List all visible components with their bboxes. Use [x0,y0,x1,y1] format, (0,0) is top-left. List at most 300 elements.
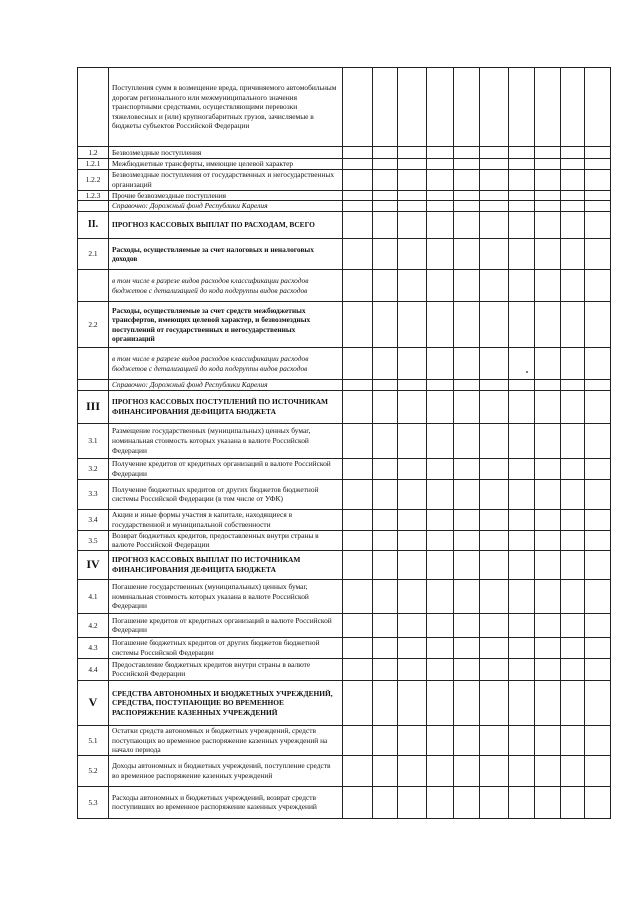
value-cell [561,212,585,239]
value-cell [509,479,535,509]
value-cell [454,201,480,212]
value-cell [480,212,509,239]
value-cell [585,550,611,579]
value-cell [343,169,373,190]
value-cell [480,348,509,380]
value-cell [480,725,509,755]
value-cell [509,302,535,348]
value-cell [585,658,611,680]
row-label: в том числе в разрезе видов расходов классификации расходов бюджетов с детализацией до кода подгруппы видов расходов [109,348,343,380]
table-row [78,530,611,550]
value-cell [373,509,398,530]
value-cell [373,390,398,423]
value-cell [585,147,611,159]
value-cell [561,613,585,637]
row-number: 3.2 [78,458,109,479]
value-cell [509,637,535,658]
value-cell [343,270,373,302]
value-cell [454,380,480,391]
value-cell [373,755,398,786]
value-cell [561,458,585,479]
value-cell [398,348,427,380]
value-cell [535,239,561,270]
value-cell [561,169,585,190]
value-cell [398,613,427,637]
value-cell [427,239,454,270]
value-cell [535,190,561,201]
value-cell [585,390,611,423]
value-cell [585,637,611,658]
value-cell [398,479,427,509]
value-cell [373,169,398,190]
row-number: IV [78,550,109,579]
value-cell [509,725,535,755]
value-cell [480,239,509,270]
value-cell [535,68,561,147]
value-cell [454,613,480,637]
value-cell [561,348,585,380]
row-number: V [78,680,109,725]
row-label: в том числе в разрезе видов расходов классификации расходов бюджетов с детализацией до кода подгруппы видов расходов [109,270,343,302]
value-cell [427,423,454,458]
value-cell [343,390,373,423]
value-cell [509,786,535,818]
value-cell [535,201,561,212]
value-cell [373,270,398,302]
row-label: Предоставление бюджетных кредитов внутри страны в валюте Российской Федерации [109,658,343,680]
value-cell [398,169,427,190]
value-cell [343,509,373,530]
table-row [78,423,611,458]
value-cell [373,680,398,725]
value-cell [585,348,611,380]
value-cell [454,509,480,530]
table-body [78,68,611,819]
row-number [78,380,109,391]
value-cell [427,201,454,212]
value-cell [561,530,585,550]
value-cell [343,239,373,270]
value-cell [343,458,373,479]
value-cell [480,270,509,302]
value-cell [343,159,373,170]
value-cell [561,755,585,786]
row-number: 1.2.3 [78,190,109,201]
row-number: 3.5 [78,530,109,550]
scan-speck [526,371,528,373]
value-cell [585,201,611,212]
table-row [78,637,611,658]
row-label: ПРОГНОЗ КАССОВЫХ ВЫПЛАТ ПО ИСТОЧНИКАМ ФИНАНСИРОВАНИЯ ДЕФИЦИТА БЮДЖЕТА [109,550,343,579]
value-cell [561,68,585,147]
value-cell [480,458,509,479]
value-cell [535,530,561,550]
row-number: 4.1 [78,579,109,613]
row-label: Остатки средств автономных и бюджетных учреждений, средств поступающих во временное распоряжение казенных учреждений на начало периода [109,725,343,755]
value-cell [373,348,398,380]
row-label: Поступления сумм в возмещение вреда, причиняемого автомобильным дорогам регионального или межмуниципального значения транспортными средствами, осуществляющими перевозки тяжеловесных и (или) крупногабаритных грузов, зачисляемые в бюджеты субъектов Российской Федерации [109,68,343,147]
value-cell [343,755,373,786]
value-cell [343,479,373,509]
value-cell [561,302,585,348]
value-cell [398,147,427,159]
value-cell [509,147,535,159]
value-cell [535,302,561,348]
value-cell [535,270,561,302]
row-label: Межбюджетные трансферты, имеющие целевой характер [109,159,343,170]
value-cell [509,159,535,170]
value-cell [427,458,454,479]
value-cell [373,380,398,391]
value-cell [535,637,561,658]
value-cell [427,479,454,509]
row-label: Расходы, осуществляемые за счет средств межбюджетных трансфертов, имеющих целевой характер, и безвозмездных поступлений от государственных и негосударственных организаций [109,302,343,348]
value-cell [454,348,480,380]
value-cell [398,68,427,147]
value-cell [454,755,480,786]
value-cell [454,458,480,479]
value-cell [343,637,373,658]
value-cell [398,423,427,458]
value-cell [373,637,398,658]
value-cell [398,509,427,530]
value-cell [398,680,427,725]
row-label: Акции и иные формы участия в капитале, находящиеся в государственной и муниципальной собственности [109,509,343,530]
value-cell [561,479,585,509]
value-cell [427,380,454,391]
table-row [78,579,611,613]
value-cell [398,239,427,270]
row-number: 2.2 [78,302,109,348]
row-label: СРЕДСТВА АВТОНОМНЫХ И БЮДЖЕТНЫХ УЧРЕЖДЕНИЙ, СРЕДСТВА, ПОСТУПАЮЩИЕ ВО ВРЕМЕННОЕ РАСПОРЯЖЕНИЕ КАЗЕННЫХ УЧРЕЖДЕНИЙ [109,680,343,725]
value-cell [561,658,585,680]
row-number [78,201,109,212]
value-cell [343,302,373,348]
value-cell [343,725,373,755]
row-number: 4.2 [78,613,109,637]
value-cell [509,458,535,479]
value-cell [343,658,373,680]
value-cell [509,680,535,725]
value-cell [585,190,611,201]
value-cell [454,423,480,458]
value-cell [398,212,427,239]
value-cell [343,680,373,725]
value-cell [509,530,535,550]
value-cell [509,270,535,302]
value-cell [427,68,454,147]
value-cell [454,147,480,159]
value-cell [398,786,427,818]
value-cell [427,147,454,159]
value-cell [398,159,427,170]
value-cell [480,509,509,530]
row-label: Получение бюджетных кредитов от других бюджетов бюджетной системы Российской Федерации (в том числе от УФК) [109,479,343,509]
value-cell [454,239,480,270]
value-cell [454,637,480,658]
value-cell [585,755,611,786]
value-cell [398,725,427,755]
value-cell [535,169,561,190]
value-cell [509,239,535,270]
value-cell [373,212,398,239]
value-cell [427,658,454,680]
value-cell [535,423,561,458]
value-cell [427,509,454,530]
value-cell [509,613,535,637]
value-cell [373,579,398,613]
value-cell [480,380,509,391]
row-number: 2.1 [78,239,109,270]
row-number: 5.2 [78,755,109,786]
row-number: 1.2 [78,147,109,159]
value-cell [427,270,454,302]
table-row [78,302,611,348]
value-cell [454,212,480,239]
value-cell [480,613,509,637]
value-cell [509,658,535,680]
value-cell [585,680,611,725]
table-row [78,159,611,170]
value-cell [398,302,427,348]
value-cell [585,169,611,190]
value-cell [427,637,454,658]
value-cell [480,302,509,348]
value-cell [535,786,561,818]
value-cell [398,579,427,613]
value-cell [398,658,427,680]
value-cell [427,390,454,423]
value-cell [373,147,398,159]
value-cell [398,190,427,201]
value-cell [343,348,373,380]
value-cell [398,380,427,391]
value-cell [454,302,480,348]
value-cell [343,786,373,818]
value-cell [454,159,480,170]
value-cell [373,302,398,348]
row-label: Доходы автономных и бюджетных учреждений, поступление средств во временное распоряжение казенных учреждений [109,755,343,786]
value-cell [535,509,561,530]
value-cell [343,423,373,458]
value-cell [480,755,509,786]
row-label: Справочно: Дорожный фонд Республики Карелия [109,380,343,391]
row-number [78,68,109,147]
value-cell [561,390,585,423]
value-cell [454,190,480,201]
table-row [78,147,611,159]
table-row [78,479,611,509]
value-cell [509,550,535,579]
value-cell [480,169,509,190]
value-cell [373,550,398,579]
value-cell [535,212,561,239]
value-cell [343,550,373,579]
row-number [78,348,109,380]
value-cell [398,755,427,786]
value-cell [585,725,611,755]
value-cell [585,380,611,391]
row-label: ПРОГНОЗ КАССОВЫХ ВЫПЛАТ ПО РАСХОДАМ, ВСЕГО [109,212,343,239]
table-row [78,212,611,239]
value-cell [454,658,480,680]
value-cell [454,530,480,550]
value-cell [398,550,427,579]
value-cell [585,786,611,818]
value-cell [454,68,480,147]
value-cell [509,190,535,201]
value-cell [561,786,585,818]
value-cell [427,755,454,786]
table-row [78,613,611,637]
row-label: Безвозмездные поступления [109,147,343,159]
value-cell [480,390,509,423]
value-cell [535,579,561,613]
value-cell [585,68,611,147]
value-cell [427,680,454,725]
value-cell [373,423,398,458]
value-cell [535,680,561,725]
table-row [78,169,611,190]
table-row [78,458,611,479]
value-cell [585,458,611,479]
table-row [78,725,611,755]
value-cell [585,423,611,458]
value-cell [480,637,509,658]
value-cell [343,201,373,212]
value-cell [585,613,611,637]
value-cell [535,159,561,170]
value-cell [509,68,535,147]
value-cell [373,786,398,818]
table-row [78,348,611,380]
value-cell [535,613,561,637]
row-number [78,270,109,302]
table-row [78,201,611,212]
table-row [78,786,611,818]
value-cell [427,786,454,818]
value-cell [561,423,585,458]
row-label: Справочно: Дорожный фонд Республики Карелия [109,201,343,212]
value-cell [480,190,509,201]
value-cell [535,725,561,755]
value-cell [343,380,373,391]
value-cell [427,725,454,755]
row-label: Прочие безвозмездные поступления [109,190,343,201]
value-cell [480,423,509,458]
row-number: 1.2.2 [78,169,109,190]
value-cell [427,348,454,380]
value-cell [398,637,427,658]
value-cell [561,550,585,579]
value-cell [561,159,585,170]
value-cell [373,658,398,680]
table-row [78,755,611,786]
value-cell [343,190,373,201]
value-cell [561,637,585,658]
value-cell [480,201,509,212]
value-cell [561,190,585,201]
value-cell [398,458,427,479]
value-cell [509,380,535,391]
row-label: Расходы, осуществляемые за счет налоговых и неналоговых доходов [109,239,343,270]
value-cell [585,479,611,509]
value-cell [373,458,398,479]
value-cell [480,550,509,579]
row-number: III [78,390,109,423]
value-cell [373,725,398,755]
value-cell [454,390,480,423]
row-number: 4.3 [78,637,109,658]
value-cell [535,658,561,680]
value-cell [509,169,535,190]
value-cell [480,786,509,818]
value-cell [509,390,535,423]
row-label: Размещение государственных (муниципальных) ценных бумаг, номинальная стоимость которых указана в валюте Российской Федерации [109,423,343,458]
value-cell [427,159,454,170]
row-number: 3.1 [78,423,109,458]
value-cell [585,509,611,530]
value-cell [535,390,561,423]
value-cell [535,550,561,579]
value-cell [480,68,509,147]
value-cell [373,159,398,170]
row-number: 5.1 [78,725,109,755]
value-cell [343,530,373,550]
row-label: Возврат бюджетных кредитов, предоставленных внутри страны в валюте Российской Федерации [109,530,343,550]
value-cell [454,786,480,818]
row-number: 1.2.1 [78,159,109,170]
value-cell [561,239,585,270]
value-cell [373,530,398,550]
value-cell [480,530,509,550]
row-label: Безвозмездные поступления от государственных и негосударственных организаций [109,169,343,190]
value-cell [427,579,454,613]
value-cell [454,680,480,725]
table-row [78,239,611,270]
row-number: 3.3 [78,479,109,509]
value-cell [343,613,373,637]
value-cell [585,239,611,270]
value-cell [373,479,398,509]
value-cell [398,530,427,550]
value-cell [561,725,585,755]
value-cell [561,509,585,530]
row-label: Погашение бюджетных кредитов от других бюджетов бюджетной системы Российской Федерации [109,637,343,658]
value-cell [427,302,454,348]
table-row [78,658,611,680]
value-cell [454,550,480,579]
value-cell [480,579,509,613]
value-cell [509,201,535,212]
value-cell [398,201,427,212]
value-cell [480,479,509,509]
value-cell [373,68,398,147]
value-cell [535,380,561,391]
value-cell [561,680,585,725]
value-cell [509,212,535,239]
row-label: Погашение государственных (муниципальных) ценных бумаг, номинальная стоимость которых указана в валюте Российской Федерации [109,579,343,613]
row-label: Получение кредитов от кредитных организаций в валюте Российской Федерации [109,458,343,479]
row-label: Расходы автономных и бюджетных учреждений, возврат средств поступивших во временное распоряжение казенных учреждений [109,786,343,818]
value-cell [427,169,454,190]
row-number: 5.3 [78,786,109,818]
table-row [78,270,611,302]
value-cell [480,658,509,680]
value-cell [454,579,480,613]
value-cell [454,725,480,755]
value-cell [454,169,480,190]
